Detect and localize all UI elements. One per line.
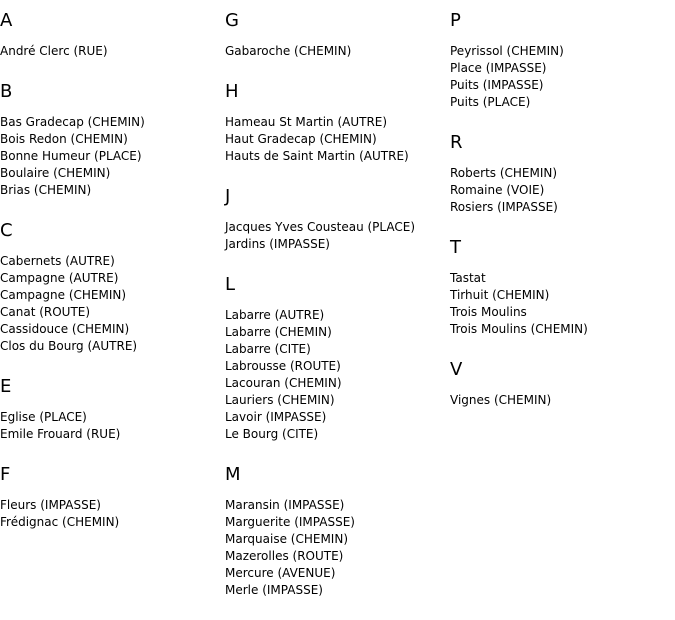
street-link[interactable]: Frédignac (CHEMIN) — [0, 515, 120, 529]
street-link[interactable]: Hauts de Saint Martin (AUTRE) — [225, 149, 409, 163]
letter-heading: J — [225, 186, 231, 207]
street-link[interactable]: Mazerolles (ROUTE) — [225, 549, 344, 563]
street-link[interactable]: Jacques Yves Cousteau (PLACE) — [225, 220, 416, 234]
street-link[interactable]: Fleurs (IMPASSE) — [0, 498, 101, 512]
street-link[interactable]: Boulaire (CHEMIN) — [0, 166, 111, 180]
street-link[interactable]: Le Bourg (CITE) — [225, 427, 319, 441]
letter-heading: P — [450, 10, 461, 31]
letter-group-e — [0, 376, 222, 443]
letter-heading: H — [225, 81, 239, 102]
letter-heading: R — [450, 132, 463, 153]
letter-heading: L — [225, 274, 236, 295]
letter-heading: C — [0, 220, 13, 241]
street-link[interactable]: Trois Moulins — [450, 305, 527, 319]
street-link[interactable]: Peyrissol (CHEMIN) — [450, 44, 564, 58]
street-link[interactable]: Gabaroche (CHEMIN) — [225, 44, 352, 58]
street-link[interactable]: Bas Gradecap (CHEMIN) — [0, 115, 145, 129]
letter-group-a — [0, 10, 222, 60]
street-link[interactable]: Puits (PLACE) — [450, 95, 531, 109]
street-link[interactable]: Merle (IMPASSE) — [225, 583, 323, 597]
letter-group-l — [225, 274, 447, 443]
street-link[interactable]: Mercure (AVENUE) — [225, 566, 336, 580]
letter-group-v — [450, 359, 672, 409]
letter-heading: T — [450, 237, 461, 258]
street-link[interactable]: Lacouran (CHEMIN) — [225, 376, 342, 390]
letter-heading: G — [225, 10, 239, 31]
letter-heading: F — [0, 464, 11, 485]
street-link[interactable]: Roberts (CHEMIN) — [450, 166, 558, 180]
letter-group-f — [0, 464, 222, 531]
street-link[interactable]: Cabernets (AUTRE) — [0, 254, 115, 268]
letter-group-g — [225, 10, 447, 60]
letter-group-b — [0, 81, 222, 199]
street-link[interactable]: Lauriers (CHEMIN) — [225, 393, 335, 407]
street-link[interactable]: Canat (ROUTE) — [0, 305, 91, 319]
index-column-2 — [225, 10, 447, 620]
street-link[interactable]: Labrousse (ROUTE) — [225, 359, 341, 373]
street-link[interactable]: Tastat — [450, 271, 486, 285]
letter-group-h — [225, 81, 447, 165]
letter-group-p — [450, 10, 672, 111]
street-link[interactable]: Marquaise (CHEMIN) — [225, 532, 349, 546]
street-link[interactable]: Vignes (CHEMIN) — [450, 393, 552, 407]
street-link[interactable]: Maransin (IMPASSE) — [225, 498, 345, 512]
street-link[interactable]: Jardins (IMPASSE) — [225, 237, 330, 251]
street-link[interactable]: Puits (IMPASSE) — [450, 78, 544, 92]
street-link[interactable]: Cassidouce (CHEMIN) — [0, 322, 130, 336]
street-link[interactable]: Campagne (AUTRE) — [0, 271, 119, 285]
street-link[interactable]: Romaine (VOIE) — [450, 183, 545, 197]
letter-group-c — [0, 220, 222, 355]
letter-heading: E — [0, 376, 12, 397]
letter-group-j — [225, 186, 447, 253]
letter-heading: A — [0, 10, 13, 31]
letter-group-m — [225, 464, 447, 599]
street-link[interactable]: Labarre (CITE) — [225, 342, 311, 356]
street-link[interactable]: Trois Moulins (CHEMIN) — [450, 322, 588, 336]
street-link[interactable]: Bois Redon (CHEMIN) — [0, 132, 128, 146]
street-link[interactable]: André Clerc (RUE) — [0, 44, 108, 58]
letter-group-t — [450, 237, 672, 338]
street-link[interactable]: Hameau St Martin (AUTRE) — [225, 115, 388, 129]
street-link[interactable]: Emile Frouard (RUE) — [0, 427, 121, 441]
street-link[interactable]: Marguerite (IMPASSE) — [225, 515, 355, 529]
street-link[interactable]: Campagne (CHEMIN) — [0, 288, 127, 302]
street-link[interactable]: Place (IMPASSE) — [450, 61, 547, 75]
street-link[interactable]: Tirhuit (CHEMIN) — [450, 288, 550, 302]
street-link[interactable]: Labarre (AUTRE) — [225, 308, 325, 322]
street-link[interactable]: Eglise (PLACE) — [0, 410, 87, 424]
street-link[interactable]: Clos du Bourg (AUTRE) — [0, 339, 138, 353]
index-column-1 — [0, 10, 222, 552]
letter-heading: B — [0, 81, 13, 102]
street-link[interactable]: Brias (CHEMIN) — [0, 183, 92, 197]
letter-heading: V — [450, 359, 463, 380]
street-link[interactable]: Labarre (CHEMIN) — [225, 325, 332, 339]
letter-group-r — [450, 132, 672, 216]
letter-heading: M — [225, 464, 241, 485]
index-column-3 — [450, 10, 672, 430]
street-link[interactable]: Rosiers (IMPASSE) — [450, 200, 558, 214]
street-link[interactable]: Haut Gradecap (CHEMIN) — [225, 132, 377, 146]
street-link[interactable]: Bonne Humeur (PLACE) — [0, 149, 142, 163]
street-link[interactable]: Lavoir (IMPASSE) — [225, 410, 327, 424]
